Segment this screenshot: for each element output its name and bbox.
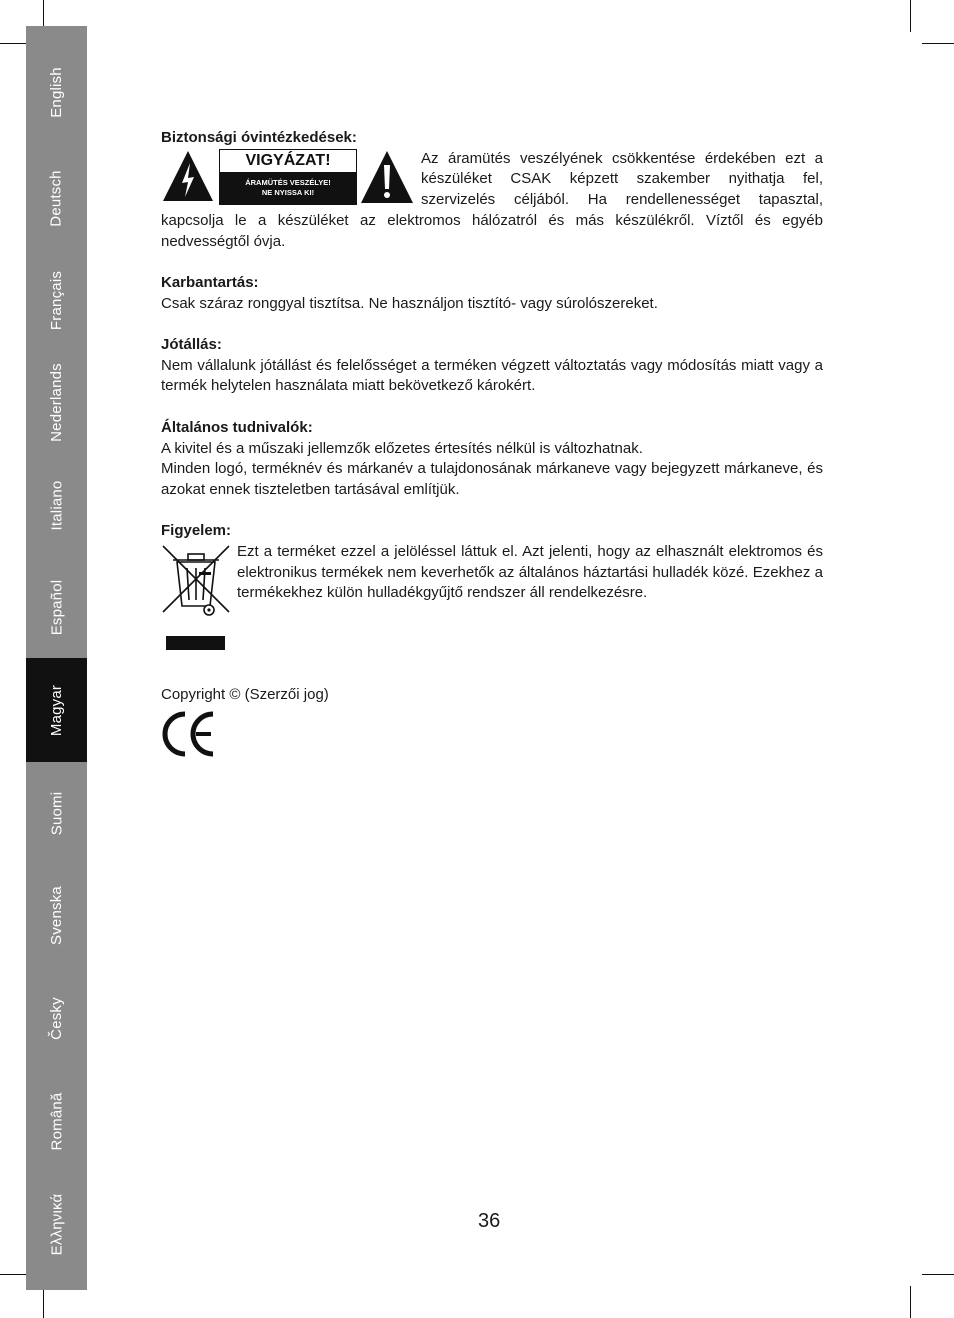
lang-label: Nederlands	[48, 362, 65, 442]
general-text-1: A kivitel és a műszaki jellemzők előzetes értesítés nélkül is változhatnak.	[161, 439, 643, 457]
crossed-bin-icon	[161, 542, 231, 634]
warranty-text: Nem vállalunk jótállást és felelősséget a terméken végzett változtatás vagy módosítás miatt vagy a termék helytelen használata miatt bekövetkező károkért.	[161, 356, 823, 395]
page-number: 36	[478, 1210, 501, 1232]
lang-label: Česky	[48, 996, 65, 1040]
lang-label: Español	[47, 579, 65, 635]
weee-symbol	[161, 542, 231, 650]
attention-heading: Figyelem:	[161, 522, 232, 540]
lang-label: Svenska	[48, 885, 65, 945]
safety-heading: Biztonsági óvintézkedések:	[161, 129, 357, 146]
maintenance-text: Csak száraz ronggyal tisztítsa. Ne használjon tisztító- vagy súrolószereket.	[161, 294, 658, 312]
caution-line: ÁRAMÜTÉS VESZÉLYE!	[245, 177, 331, 187]
electric-shock-warning-icon	[161, 149, 215, 203]
crop-mark	[922, 1274, 954, 1275]
warranty-heading: Jótállás:	[161, 336, 222, 353]
lang-label: Deutsch	[48, 169, 65, 227]
language-sidebar	[26, 26, 87, 1290]
weee-bar	[166, 636, 225, 650]
caution-label	[219, 149, 357, 205]
caution-subtitle	[220, 172, 356, 204]
lang-label: Italiano	[47, 480, 65, 530]
crop-mark	[922, 43, 954, 44]
general-text-2: Minden logó, terméknév és márkanév a tulajdonosának márkaneve vagy bejegyzett márkaneve, és azokat ennek tiszteletben tartásával említjük.	[161, 460, 823, 498]
caution-graphics	[161, 149, 419, 205]
lang-label: Română	[48, 1092, 65, 1150]
attention-text: Ezt a terméket ezzel a jelöléssel láttuk el. Azt jelenti, hogy az elhasznált elektromos és elektronikus termékek nem keverhetők az általános háztartási hulladék közé. Ezekhez a termékekhez külön hulladékgyűjtő rendszer áll rendelkezésre.	[237, 543, 823, 602]
exclamation-warning-icon	[359, 149, 415, 205]
ce-mark-icon	[161, 711, 217, 757]
lang-label: English	[47, 66, 65, 118]
caution-line: NE NYISSA KI!	[261, 187, 315, 197]
crop-mark	[43, 1286, 44, 1318]
lang-label: Magyar	[48, 684, 65, 736]
maintenance-heading: Karbantartás:	[161, 273, 259, 291]
caution-title: VIGYÁZAT!	[220, 150, 356, 172]
crop-mark	[910, 0, 911, 32]
safety-section	[161, 149, 823, 253]
lang-tab-espanol[interactable]	[26, 541, 87, 673]
safety-text: Az áramütés veszélyének csökkentése érdekében ezt a készüléket CSAK képzett szakember nyithatja fel, szervizelés céljából. Ha rendellenességet tapasztal, kapcsolja le a készüléket az elektromos hálózatról és más készülékről. Víztől és egyéb nedvességtől óvja.	[161, 149, 823, 250]
lang-label: Français	[48, 270, 65, 330]
lang-label: Ελληνικά	[48, 1193, 65, 1255]
manual-content	[161, 128, 823, 650]
attention-section	[161, 542, 823, 604]
crop-mark	[910, 1286, 911, 1318]
general-heading: Általános tudnivalók:	[161, 418, 313, 436]
lang-label: Suomi	[48, 791, 65, 835]
copyright-text: Copyright © (Szerzői jog)	[161, 686, 329, 703]
lang-tab-greek[interactable]	[26, 1158, 87, 1290]
